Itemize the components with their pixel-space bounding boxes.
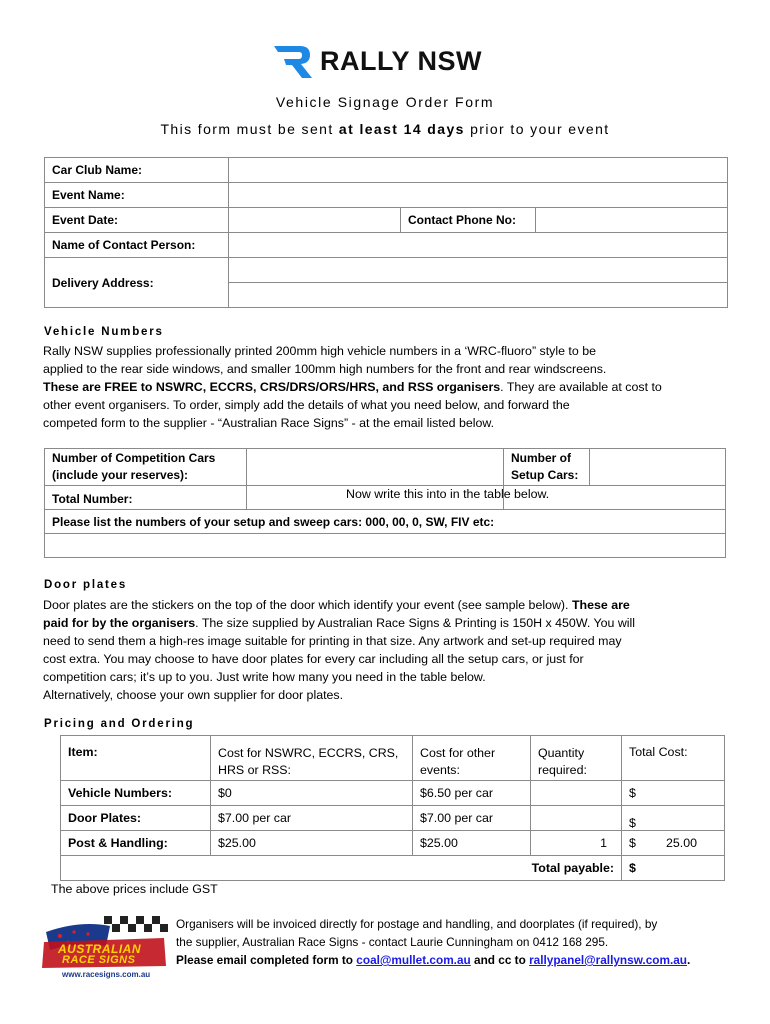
setup-cars-field[interactable] [590,449,726,486]
competition-cars-label: Number of Competition Cars (include your reserves): [45,449,247,486]
total-payable-label: Total payable: [61,856,622,881]
total-note-cell [346,486,726,510]
row-item: Door Plates: [61,806,211,831]
row-other-cost: $7.00 per car [413,806,531,831]
setup-sweep-label: Please list the numbers of your setup and sweep cars: 000, 00, 0, SW, FIV etc: [45,510,726,534]
col-other-cost-header: Cost for other events: [413,736,531,781]
setup-cars-label: Number of Setup Cars: [504,449,590,486]
form-title: Vehicle Signage Order Form [275,94,495,110]
total-payable-currency: $ [622,856,644,881]
contact-person-label: Name of Contact Person: [45,233,229,258]
race-signs-logo-url: www.racesigns.com.au [62,970,151,979]
table-row [61,806,725,831]
row-currency: $ [622,781,644,806]
row-currency: $ [622,831,644,856]
col-quantity-header: Quantity required: [531,736,622,781]
total-number-label: Total Number: [45,486,247,510]
vehicle-numbers-text: Rally NSW supplies professionally printed 200mm high vehicle numbers in a ‘WRC-fluoro” style to be applied to the rear side windows, and smaller 100mm high numbers for the front and rear windscreens. These are FREE to NSWRC, ECCRS, CRS/DRS/ORS/HRS, and RSS organisers. They are available at cost to other event organisers. To order, simply add the details of what you need below, and forward the competed form to the supplier - “Australian Race Signs” - at the email listed below. [43,344,662,430]
row-total-field[interactable]: 25.00 [644,831,725,856]
delivery-address-field-2[interactable] [229,283,728,308]
total-note: Now write this into in the table below. [346,487,550,501]
total-payable-field[interactable] [644,856,725,881]
row-currency: $ [622,806,644,831]
contact-phone-label: Contact Phone No: [401,208,536,233]
contact-person-field[interactable] [229,233,728,258]
delivery-address-field-1[interactable] [229,258,728,283]
email-link-rallypanel[interactable]: rallypanel@rallynsw.com.au [529,953,688,967]
door-plates-heading: Door plates [44,579,128,591]
row-member-cost: $7.00 per car [211,806,413,831]
contact-phone-field[interactable] [536,208,728,233]
pricing-heading: Pricing and Ordering [44,718,195,730]
door-plates-text: Door plates are the stickers on the top of the door which identify your event (see sample below). These are paid for by the organisers. The size supplied by Australian Race Signs & Printing is 150H x 450W. You will need to send them a high-res image suitable for printing in that size. Any artwork and set-up required may cost extra. You may choose to have door plates for every car including all the setup cars, or just for competition cars; it’s up to you. Just write how many you need in the table below. Alternatively, choose your own supplier for door plates. [43,598,636,702]
row-quantity-field[interactable]: 1 [531,831,622,856]
col-member-cost-header: Cost for NSWRC, ECCRS, CRS, HRS or RSS: [211,736,413,781]
form-subtitle: This form must be sent at least 14 days prior to your event [160,121,610,137]
delivery-address-label: Delivery Address: [45,258,229,308]
event-name-field[interactable] [229,183,728,208]
row-total-field[interactable] [644,781,725,806]
race-signs-logo-line2: RACE SIGNS [62,954,136,966]
row-quantity-field[interactable] [531,781,622,806]
row-item: Vehicle Numbers: [61,781,211,806]
row-other-cost: $6.50 per car [413,781,531,806]
vehicle-numbers-heading: Vehicle Numbers [44,326,164,338]
event-details-table [44,157,728,308]
row-member-cost: $0 [211,781,413,806]
event-name-label: Event Name: [45,183,229,208]
gst-note: The above prices include GST [51,882,218,896]
event-date-label: Event Date: [45,208,229,233]
race-signs-logo-line1: AUSTRALIAN [58,942,141,956]
event-date-field[interactable] [229,208,401,233]
logo-text: RALLY NSW [320,46,483,76]
car-club-field[interactable] [229,158,728,183]
footer-text: Organisers will be invoiced directly for postage and handling, and doorplates (if required), by the supplier, Australian Race Signs - contact Laurie Cunningham on 0412 168 295. Please email completed form to coal@mullet.com.au and cc to rallypanel@rallynsw.com.au. [176,917,691,967]
pricing-table [60,735,725,881]
setup-sweep-field[interactable] [45,534,726,558]
row-quantity-field[interactable] [531,806,622,831]
email-link-supplier[interactable]: coal@mullet.com.au [356,953,471,967]
row-total-field[interactable] [644,806,725,831]
table-row [61,781,725,806]
rally-nsw-logo [272,44,502,80]
row-item: Post & Handling: [61,831,211,856]
row-other-cost: $25.00 [413,831,531,856]
competition-cars-field[interactable] [247,449,504,486]
car-club-label: Car Club Name: [45,158,229,183]
row-member-cost: $25.00 [211,831,413,856]
car-numbers-table [44,448,726,558]
table-row [61,831,725,856]
col-total-header: Total Cost: [622,736,725,781]
rally-r-icon [272,44,314,80]
australian-race-signs-logo [40,912,168,984]
col-item-header: Item: [61,736,211,781]
